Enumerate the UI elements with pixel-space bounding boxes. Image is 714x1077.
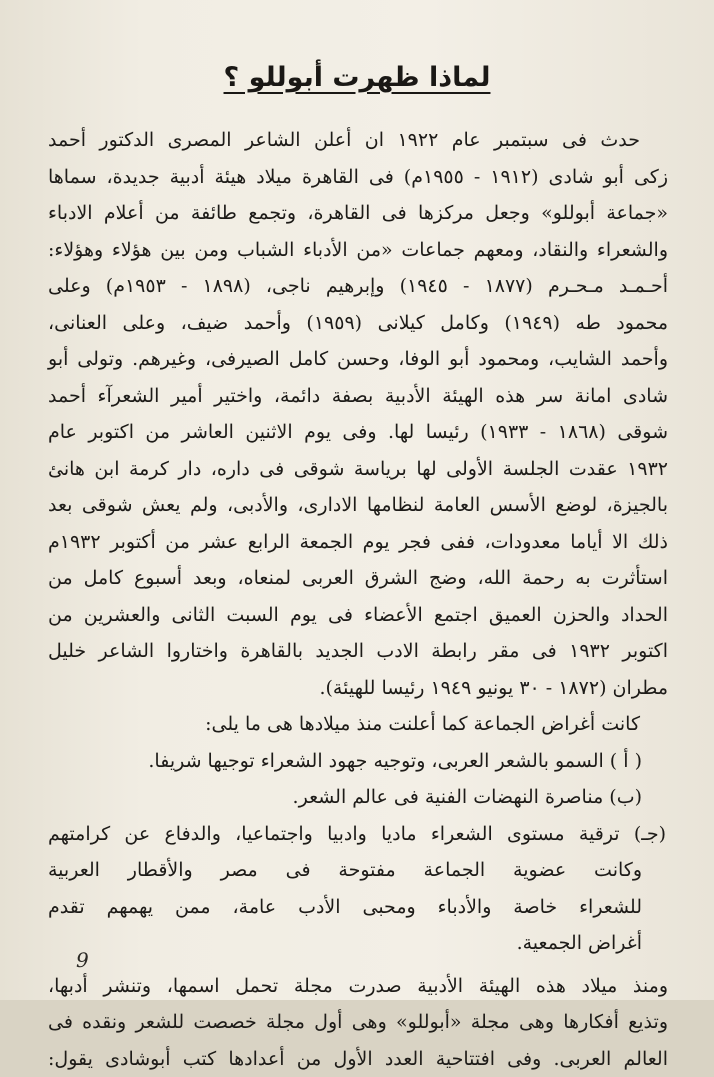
- text-line: الحداد والحزن العميق اجتمع الأعضاء فى يوم السبت الثانى والعشرين من: [48, 597, 668, 634]
- text-line: للشعراء خاصة والأدباء ومحبى الأدب عامة، ممن يهمهم تقدم: [48, 889, 668, 926]
- text-line: محمود طه (١٩٤٩) وكامل كيلانى (١٩٥٩) وأحمد ضيف، وعلى العنانى،: [48, 305, 668, 342]
- text-line: العالم العربى. وفى افتتاحية العدد الأول من أعدادها كتب أبوشادى يقول:: [48, 1041, 668, 1077]
- text-line: شادى امانة سر هذه الهيئة الأدبية بصفة دائمة، واختير أمير الشعرآء أحمد: [48, 378, 668, 415]
- text-line: أحـمـد مـحـرم (١٨٧٧ - ١٩٤٥) وإبرهيم ناجى، (١٨٩٨ - ١٩٥٣م) وعلى: [48, 268, 668, 305]
- text-line: اكتوبر ١٩٣٢ فى مقر رابطة الادب الجديد بالقاهرة واختاروا الشاعر خليل: [48, 633, 668, 670]
- text-line: وكانت عضوية الجماعة مفتوحة فى مصر والأقطار العربية: [48, 852, 668, 889]
- text-line: زكى أبو شادى (١٩١٢ - ١٩٥٥م) فى القاهرة ميلاد هيئة أدبية جديدة، سماها: [48, 159, 668, 196]
- text-line: بالجيزة، لوضع الأسس العامة لنظامها الادارى، والأدبى، ولم يعش شوقى بعد: [48, 487, 668, 524]
- text-line: والشعراء والنقاد، ومعهم جماعات «من الأدباء الشباب ومن بين هؤلاء وهؤلاء:: [48, 232, 668, 269]
- list-item: ( أ ) السمو بالشعر العربى، وتوجيه جهود الشعراء توجيها شريفا.: [48, 743, 668, 780]
- list-item: (جـ) ترقية مستوى الشعراء ماديا وادبيا واجتماعيا، والدفاع عن كرامتهم: [48, 816, 668, 853]
- text-line: حدث فى سبتمبر عام ١٩٢٢ ان أعلن الشاعر المصرى الدكتور أحمد: [48, 122, 668, 159]
- text-line: ١٩٣٢ عقدت الجلسة الأولى لها برياسة شوقى فى داره، دار كرمة ابن هانئ: [48, 451, 668, 488]
- list-item: (ب) مناصرة النهضات الفنية فى عالم الشعر.: [48, 779, 668, 816]
- text-line: كانت أغراض الجماعة كما أعلنت منذ ميلادها هى ما يلى:: [48, 706, 668, 743]
- text-line: مطران (١٨٧٢ - ٣٠ يونيو ١٩٤٩ رئيسا للهيئة).: [48, 670, 668, 707]
- text-line: وتذيع أفكارها وهى مجلة «أبوللو» وهى أول مجلة خصصت للشعر ونقده فى: [48, 1004, 668, 1041]
- text-line: وأحمد الشايب، ومحمود أبو الوفا، وحسن كامل الصيرفى، وغيرهم. وتولى أبو: [48, 341, 668, 378]
- chapter-title: لماذا ظهرت أبوللو ؟: [0, 62, 714, 93]
- text-line: شوقى (١٨٦٨ - ١٩٣٣) رئيسا لها. وفى يوم الاثنين العاشر من اكتوبر عام: [48, 414, 668, 451]
- text-line: أغراض الجمعية.: [48, 925, 668, 962]
- text-line: استأثرت به رحمة الله، وضج الشرق العربى لمنعاه، وبعد أسبوع كامل من: [48, 560, 668, 597]
- text-line: ذلك الا أياما معدودات، ففى فجر يوم الجمعة الرابع عشر من أكتوبر ١٩٣٢م: [48, 524, 668, 561]
- page-number: 9: [76, 948, 89, 972]
- page-body: [48, 122, 668, 1077]
- text-line: «جماعة أبوللو» وجعل مركزها فى القاهرة، وتجمع طائفة من أعلام الادباء: [48, 195, 668, 232]
- text-line: ومنذ ميلاد هذه الهيئة الأدبية صدرت مجلة تحمل اسمها، وتنشر أدبها،: [48, 968, 668, 1005]
